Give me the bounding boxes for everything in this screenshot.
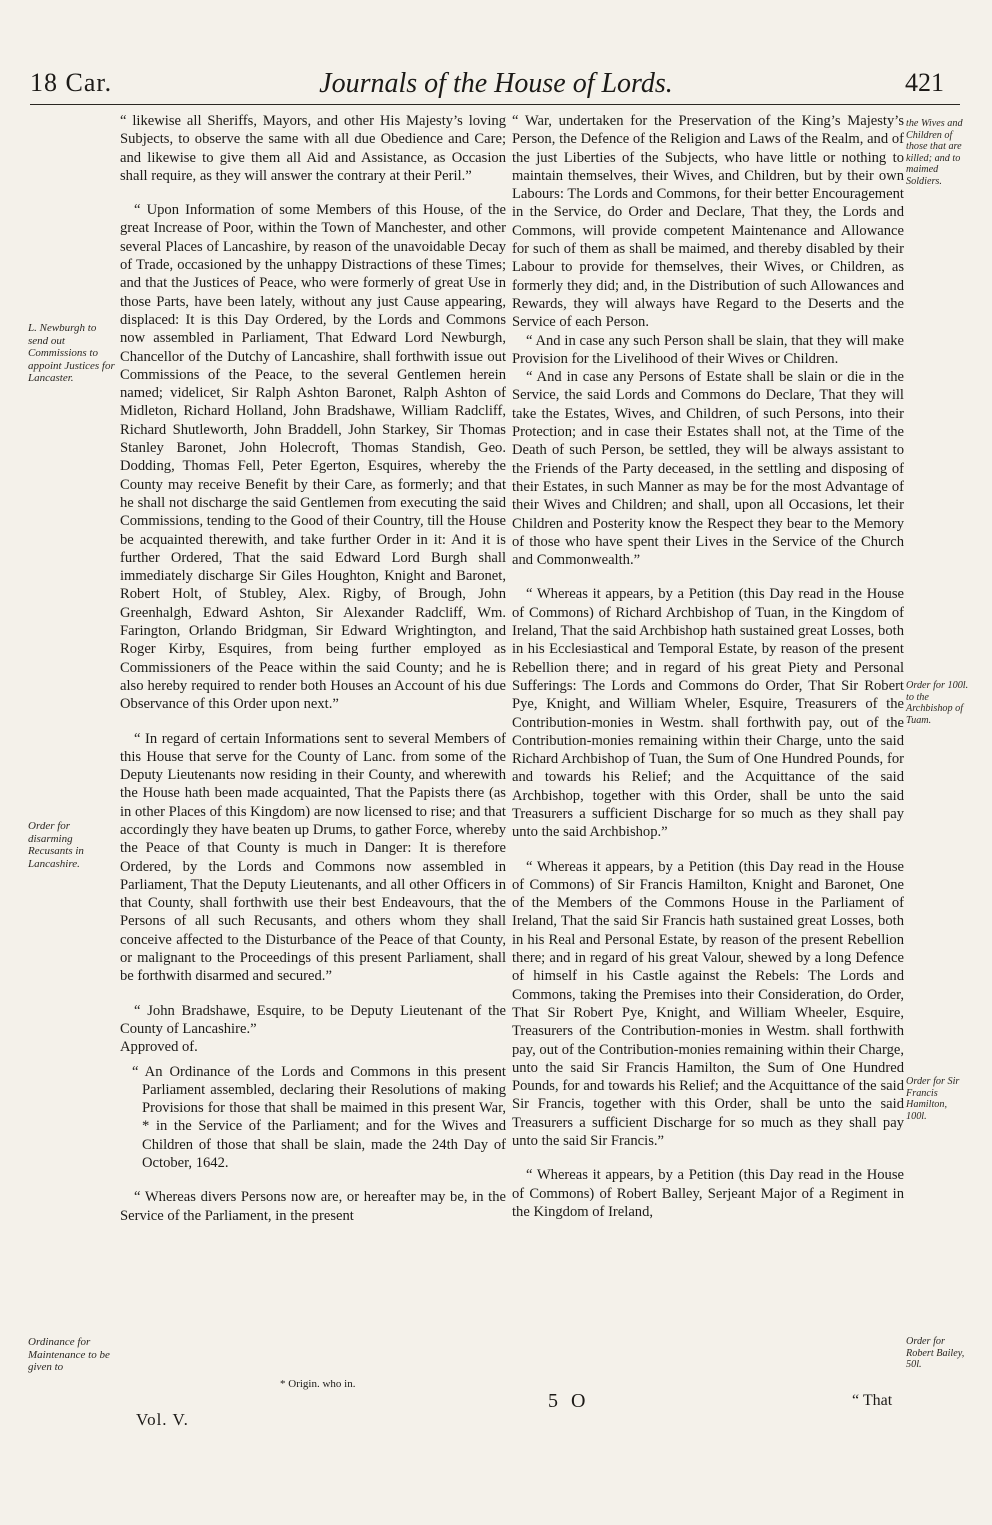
page-number: 421 (905, 68, 944, 97)
margin-note-archbishop: Order for 100l. to the Archbishop of Tuam. (906, 680, 969, 726)
paragraph-hamilton: “ Whereas it appears, by a Petition (this Day read in the House of Commons) of Sir Francis Hamilton, Knight and Baronet, One of the Members of the Commons House in the Parliament of Ireland, That the said Sir Francis hath sustained great Losses, both in his Real and Personal Estate, by reason of the present Rebellion there; and in regard of his great Valour, shewed by a long Defence of himself in his Castle against the Rebels: The Lords and Commons, taking the Premises into their Consideration, do Order, That Sir Robert Pye, Knight, and William Wheeler, Esquire, Treasurers of the Contribution-monies in Westm. shall forthwith pay, out of the Contribution-monies remaining within their Charge, unto the said Sir Francis Hamilton, the Sum of One Hundred Pounds, for and towards his Relief; and the Acquittance of the said Sir Francis, together with this Order, shall be unto the said Treasurers a sufficient Discharge for so much as they shall pay unto the said Sir Francis.” (512, 858, 904, 1150)
paragraph-disarming-order: “ In regard of certain Informations sent to several Members of this House that serve for the County of Lanc. from some of the Deputy Lieutenants now residing in their County, and wherewith the House hath been made acquainted, That the Papists there (as in other Places of this Kingdom) are now licensed to rise; and that accordingly they have beaten up Drums, to gather Force, whereby the Peace of that County is much in Danger: It is therefore Ordered, by the Lords and Commons now assembled in Parliament, That the Deputy Lieutenants, and all other Officers in that County, shall forthwith use their best Endeavours, that the Persons of all such Recusants, and others whom they shall conceive affected to the Disturbance of the Peace of that County, or malignant to the Proceedings of this present Parliament, shall be forthwith disarmed and secured.” (120, 730, 506, 985)
header-title: Journals of the House of Lords. (319, 68, 673, 99)
header-rule (30, 104, 960, 105)
margin-note-ordinance: Ordinance for Maintenance to be given to (28, 1336, 110, 1373)
right-column (512, 112, 904, 1237)
paragraph-bradshawe: “ John Bradshawe, Esquire, to be Deputy Lieutenant of the County of Lancashire.” (120, 1002, 506, 1037)
margin-note-disarming: Order for disarming Recusants in Lancashire. (28, 820, 84, 870)
margin-note-wives: the Wives and Children of those that are killed; and to maimed Soldiers. (906, 118, 963, 187)
catchword: “ That (852, 1392, 893, 1409)
signature-mark: 5 O (548, 1390, 590, 1412)
paragraph-manchester-order: “ Upon Information of some Members of this House, of the great Increase of Poor, within the Town of Manchester, and other several Places of Lancashire, by reason of the unavoidable Decay of Trade, occasioned by the unhappy Distractions of these Times; and that the Justices of Peace, who were formerly of great Use in those Parts, have been lately, without any just Cause appearing, displaced: It is this Day Ordered, by the Lords and Commons now assembled in Parliament, That Edward Lord Newburgh, Chancellor of the Dutchy of Lancashire, shall forthwith issue out Commissions of the Peace, to the several Gentlemen herein named; videlicet, Sir Ralph Ashton Baronet, Ralph Ashton of Midleton, Richard Holland, John Bradshawe, William Radcliff, Richard Shutleworth, John Braddell, John Starkey, Sir Thomas Stanley Baronet, John Holecroft, Thomas Standish, Geo. Dodding, Thomas Fell, Peter Egerton, Esquires, whereby the County may receive Benefit by their Care, as formerly; and that he shall not discharge the said Gentlemen from executing the said Commissions, tending to the Good of their Country, till the House be acquainted therewith, and take further Order in it: And it is further Ordered, That the said Edward Lord Burgh shall immediately discharge Sir Giles Houghton, Knight and Baronet, Robert Holt, of Stubley, Alex. Rigby, of Brough, John Greenhalgh, Edward Ashton, Sir Alexander Radcliff, Wm. Farington, Orlando Bridgman, Sir Edward Wrightington, and Roger Kirby, Esquires, from being further employed as Commissioners of the Peace within the said County; and he is also hereby required to render both Houses an Account of his due Observance of this Order upon next.” (120, 202, 506, 713)
paragraph-slain: “ And in case any such Person shall be slain, that they will make Provision for the Livelihood of their Wives or Children. (512, 332, 904, 367)
paragraph-bailey: “ Whereas it appears, by a Petition (this Day read in the House of Commons) of Robert Balley, Serjeant Major of a Regiment in the Kingdom of Ireland, (512, 1167, 904, 1220)
margin-note-newburgh: L. Newburgh to send out Commissions to appoint Justices for Lancaster. (28, 322, 115, 384)
left-column (120, 112, 506, 1241)
header-regnal-year: 18 Car. (30, 68, 113, 97)
paragraph-archbishop: “ Whereas it appears, by a Petition (this Day read in the House of Commons) of Richard Archbishop of Tuan, in the Kingdom of Ireland, That the said Archbishop hath sustained great Losses, both in his Ecclesiastical and Temporal Estate, by reason of the present Rebellion there; and in regard of his great Piety and Personal Sufferings: The Lords and Commons do Order, That Sir Robert Pye, Knight, and William Wheler, Esquire, Treasurers of the Contribution-monies in Westm. shall forthwith pay, out of the Contribution-monies remaining within their Charge, unto the said Richard Archbishop of Tuan, the Sum of One Hundred Pounds, for and towards his Relief; and the Acquittance of the said Archbishop, together with this Order, shall be unto the said Treasurers a sufficient Discharge for so much as they shall pay unto the said Archbishop.” (512, 586, 904, 841)
paragraph-whereas-divers: “ Whereas divers Persons now are, or hereafter may be, in the Service of the Parliament, in the present (120, 1189, 506, 1224)
paragraph-persons-of-estate: “ And in case any Persons of Estate shall be slain or die in the Service, the said Lords and Commons do Declare, That they will take the Estates, Wives, and Children, of such Persons, into their Protection; and in case their Estates shall not, at the Time of the Death of such Person, be settled, they will be always assistant to the Friends of the Party deceased, in the settling and disposing of their Estates, in such Manner as may be for the most Advantage of their Wives and Children; and shall, upon all Occasions, let their Children and Posterity know the Respect they bear to the Memory of those who have spent their Lives in the Service of the Church and Commonwealth.” (512, 369, 904, 569)
footnote: * Origin. who in. (280, 1378, 356, 1390)
paragraph-approved: Approved of. (120, 1039, 198, 1056)
paragraph-ordinance-title: “ An Ordinance of the Lords and Commons in this present Parliament assembled, declaring their Resolutions of making Provisions for those that shall be maimed in this present War, * in the Service of the Parliament; and for the Wives and Children of those that shall be slain, made the 24th Day of October, 1642. (132, 1063, 506, 1172)
volume-label: Vol. V. (136, 1410, 189, 1429)
margin-note-bailey: Order for Robert Bailey, 50l. (906, 1336, 965, 1370)
margin-note-hamilton: Order for Sir Francis Hamilton, 100l. (906, 1076, 960, 1122)
paragraph-war: “ War, undertaken for the Preservation of the King’s Majesty’s Person, the Defence of the Religion and Laws of the Realm, and of the just Liberties of the Subjects, who have little or nothing to maintain themselves, their Wives, and Children, but by their own Labours: The Lords and Commons, for their better Encouragement in the Service, do Order and Declare, That they, the Lords and Commons, will provide competent Maintenance and Allowance for such of them as shall be maimed, and thereby disabled by their Labour to provide for themselves, their Wives, or Children, as formerly they did; and, in the Distribution of such Allowances and Rewards, they will always have Regard to the Deserts and the Service of each Person. (512, 113, 904, 331)
paragraph-sheriffs: “ likewise all Sheriffs, Mayors, and other His Majesty’s loving Subjects, to observe the same with all due Obedience and Care; and likewise to give them all Aid and Assistance, as Occasion shall require, as they will answer the contrary at their Peril.” (120, 113, 506, 184)
